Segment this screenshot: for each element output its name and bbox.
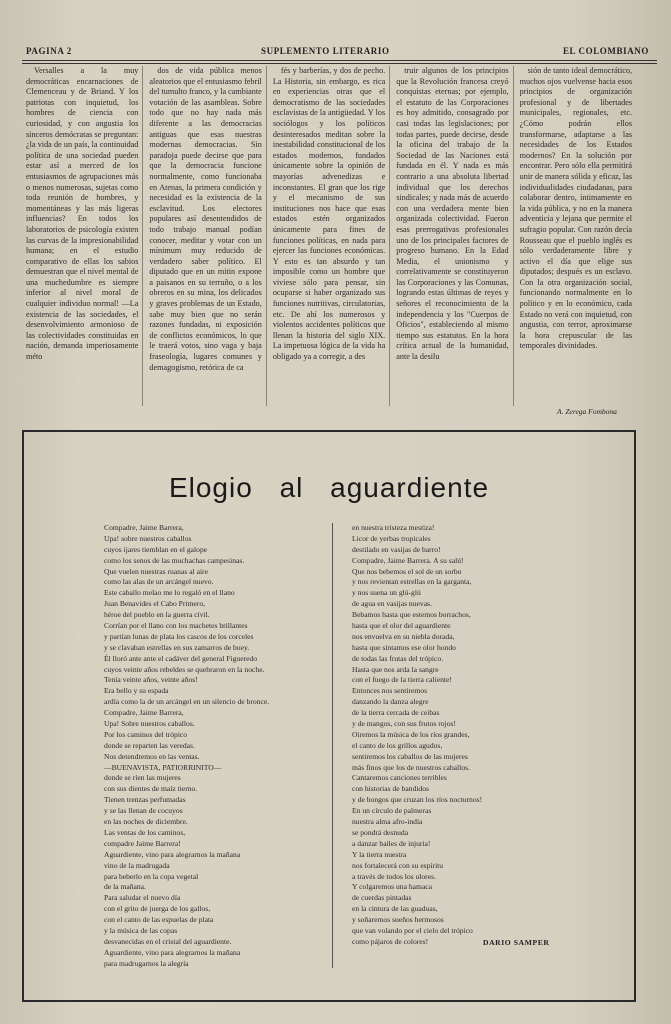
page-header xyxy=(26,44,649,60)
poem-line: de la mañana. xyxy=(104,882,146,892)
poem-line: Y colgaremos una hamaca xyxy=(352,882,433,892)
poem-line: el canto de los grillos agudos, xyxy=(352,740,443,750)
poem-line: Juan Benavides el Cabo Primero, xyxy=(104,599,206,609)
poem-line: Las ventas de los caminos, xyxy=(104,827,186,837)
poem-line: más finos que los de nuestros caballos. xyxy=(352,762,470,772)
article-text: dos de vida pública menos aleatorios que el entusiasmo febril del tumulto franco, y la cambiante votación de las asambleas. Sobre todo que no hay nada más diferente a las democracias antiguas que esas nuestras modernas democracias. Sin paradoja puede decirse que para que la democracia funcione normalmente, como funcionaba en Atenas, la primera condición y necesidad es la existencia de la esclavitud. Los electores populares así desentendidos de todo trabajo manual podían conocer, meditar y votar con un mínimum muy reducido de verdadero saber político. El diputado que en un mitin expone a paisanos en su terruño, o a los obreros en su mina, los delicados y graves problemas de un Estado, sabe muy bien que no serán razones fundadas, ni exposición de conflictos económicos, lo que le traerá votos, sino vaga y baja fraseología, lugares comunes y demagogismo, retórica de ca xyxy=(149,66,262,372)
poem-line: nos envuelva en su niebla dorada, xyxy=(352,631,455,641)
poem-line: en la cintura de las guaduas, xyxy=(352,904,438,914)
poem-title: Elogio al aguardiente xyxy=(168,472,490,503)
poem-line: danzando la danza alegre xyxy=(352,697,429,707)
poem-divider xyxy=(332,523,333,968)
article-column-5 xyxy=(520,66,636,406)
poem-line: de todas las frutas del trópico. xyxy=(352,653,444,663)
poem-line: como las alas de un arcángel nuevo. xyxy=(104,577,214,587)
poem-line: como los senos de las muchachas campesinas. xyxy=(104,555,245,565)
poem-line: en nuestra tristeza mestiza! xyxy=(352,523,435,532)
article-column-2 xyxy=(149,66,266,406)
poem-line: de cuerdas pintadas xyxy=(352,893,412,903)
article-author: A. Zerega Fombona xyxy=(557,407,617,416)
poem-line: con el canto de las espuelas de plata xyxy=(104,915,214,925)
poem-line: sentiremos los caballos de las mujeres xyxy=(352,751,468,761)
poem-line: Corrían por el llano con los machetes brillantes xyxy=(104,621,248,631)
poem-line: cuyos veinte años rebeldes se quebraron en la noche. xyxy=(104,664,265,674)
article-columns xyxy=(26,66,636,406)
poem-line: Upa! Sobre nuestros caballos. xyxy=(104,719,195,729)
poem-line: y nos suena un glú-glú xyxy=(352,588,421,598)
poem-line: compadre Jaime Barrera! xyxy=(104,838,181,848)
poem-line: para madrugarnos la alegría xyxy=(104,958,189,968)
page-number: PAGINA 2 xyxy=(26,46,72,56)
poem-line: a través de todos los ulores. xyxy=(352,871,436,881)
poem-line: Que vuelen nuestras ruanas al aire xyxy=(104,566,208,576)
poem-author: DARIO SAMPER xyxy=(483,938,550,947)
poem-line: En un círculo de palmeras xyxy=(352,806,432,816)
poem-line: y se las llenan de cocuyos xyxy=(104,806,183,816)
poem-line: en las noches de diciembre. xyxy=(104,817,188,827)
poem-line: ardía como la de un arcángel en un silencio de bronce. xyxy=(104,697,270,707)
poem-line: y nos revientan estrellas en la garganta, xyxy=(352,577,472,587)
article-column-1 xyxy=(26,66,143,406)
poem-line: de la tierra cercada de ceibas xyxy=(352,708,440,718)
poem-line: cuyos ijares tiemblan en el galope xyxy=(104,544,208,554)
poem-line: hasta que sintamos ese olor hondo xyxy=(352,642,456,652)
poem-line: Bebamos hasta que estemos borrachos, xyxy=(352,610,471,620)
poem-line: Aguardiente, vino para alegrarnos la mañana xyxy=(104,947,241,957)
poem-line: y de bongos que cruzan los ríos nocturnos! xyxy=(352,795,483,805)
article-text: Versalles a la muy democráticas encarnaciones de Clemenceau y de Briand. Y los patriotas con inquietud, los hombres de ciencia con curiosidad, y con angustia los sinceros demócratas se preguntan: ¿la vida de un país, la continuidad política de una sociedad pueden estar así a merced de los entusiasmos de agrupaciones más o menos numerosas, sujetas como toda reunión de hombres, y momentáneas y las más ligeras influencias? En todos los laboratorios de psicología existen las curvas de la impresionabilidad humana; en el estudio comparativo de ellas los sabios demuestran que el nivel mental de una muchedumbre es siempre inferior al nivel moral de cualquier individuo normal! —La existencia de las sociedades, el desenvolvimiento armonioso de las colectividades constituidas en nación, demanda imperiosamente méto xyxy=(26,66,139,362)
poem-line: destilado en vasijas de barro! xyxy=(352,544,441,554)
poem-line: Él lloró ante ante el cadáver del general Figueredo xyxy=(104,653,258,663)
poem-line: Para saludar el nuevo día xyxy=(104,893,181,903)
poem-line: —BUENAVISTA, PATIORRINITO— xyxy=(104,762,222,772)
poem-line: hasta que el olor del aguardiente xyxy=(352,621,451,631)
poem-line: Tienen trenzas perfumadas xyxy=(104,795,186,805)
header-rule-secondary xyxy=(22,63,657,64)
poem-line: y de mangos, con sus frutos rojos! xyxy=(352,719,456,729)
poem-line: Oiremos la música de los ríos grandes, xyxy=(352,729,470,739)
poem-line: vino de la madrugada xyxy=(104,860,170,870)
poem-line: Hasta que nos arda la sangre xyxy=(352,664,439,674)
poem-box xyxy=(22,430,636,1002)
article-column-3 xyxy=(273,66,390,406)
poem-line: héroe del pueblo en la guerra civil. xyxy=(104,610,210,620)
poem-line: y soñaremos sueños hermosos xyxy=(352,915,444,925)
poem-line: Que nos bebemos el sol de un sorbo xyxy=(352,566,462,576)
poem-line: y se clavaban estrellas en sus zamarros de buey. xyxy=(104,642,250,652)
poem-line: para beberlo en la copa vegetal xyxy=(104,871,199,881)
poem-line: Upa! sobre nuestros caballos xyxy=(104,533,192,543)
poem-line: se pondrá desnuda xyxy=(352,827,409,837)
poem-line: con el fuego de la tierra caliente! xyxy=(352,675,452,685)
poem-line: como pájaros de colores! xyxy=(352,936,429,946)
poem-line: donde se ríen las mujeres xyxy=(104,773,181,783)
poem-line: Por los caminos del trópico xyxy=(104,729,188,739)
poem-line: Compadre, Jaime Barrera. A su salú! xyxy=(352,555,464,565)
poem-line: nuestra alma afro-india xyxy=(352,817,423,827)
poem-line: Tenía veinte años, veinte años! xyxy=(104,675,198,685)
poem-line: que van volando por el cielo del trópico xyxy=(352,925,473,935)
article-column-4 xyxy=(396,66,513,406)
poem-line: Era bello y su espada xyxy=(104,686,169,696)
poem-line: a danzar bailes de injuria! xyxy=(352,838,431,848)
poem-line: Licor de yerbas tropicales xyxy=(352,533,431,543)
poem-line: de agua en vasijas nuevas. xyxy=(352,599,432,609)
poem-line: Aguardiente, vino para alegrarnos la mañana xyxy=(104,849,241,859)
poem-line: desvanecidas en el cristal del aguardiente. xyxy=(104,936,232,946)
poem-line: y partían lunas de plata los cascos de los corceles xyxy=(104,631,254,641)
poem-line: Cantaremos canciones terribles xyxy=(352,773,447,783)
poem-line: Entonces nos sentiremos xyxy=(352,686,428,696)
section-title: SUPLEMENTO LITERARIO xyxy=(261,46,390,56)
poem-line: y la música de las copas xyxy=(104,925,178,935)
poem-column-right xyxy=(352,523,482,948)
poem-line: Compadre, Jaime Barrera, xyxy=(104,523,184,532)
article-text: sión de tanto ideal democrático, muchos ojos vuelvense hacia esos principios de organización profesional y de libertades municipales, regionales, etc. ¿Cómo podrán ellos transformarse, adaptarse a las necesidades de los Estados modernos? En la solución por encontrar. Pero sólo ella permitirá unir de manera sólida y eficaz, las individualidades ciudadanas, para colaborar dentro, íntimamente en la vida pública, y no en la manera adventicia y lejana que permite el sufragio popular. Con razón decía Rousseau que el pueblo inglés es sólo verdaderamente libre y activo el día que elige sus diputados; después es un esclavo. Con la otra organización social, funcionando normalmente en lo político y en lo económico, cada Estado no verá con inquietud, con angustia, con terror, aproximarse la hora crepuscular de las temporales divinidades. xyxy=(519,66,633,351)
poem-line: Y la tierra nuestra xyxy=(352,849,407,859)
poem-line: Compadre, Jaime Barrera, xyxy=(104,708,184,718)
header-rule xyxy=(22,60,657,61)
article-text: truir algunos de los principios que la Revolución francesa creyó conquistas eternas; por ejemplo, el estatuto de las Corporaciones es hoy admitido, consagrado por casi todas las legislaciones; por todas partes, puede decirse, desde la oficina del trabajo de la Sociedad de las Naciones está fundada en él. Y nada es más contrario a una absoluta libertad individual que los derechos sindicales; y nada más de acuerdo con una verdadera mente bien organizada colectividad. Fueron esas prerrogativas profesionales uno de los principales factores de progreso humano. En la Edad Media, el unionismo y correlativamente se constituyeron las Corporaciones y las Comunas, logrando estas últimas de reyes y señores el reconocimiento de la independencia y los "Cuerpos de Oficios", estableciendo al mismo tiempo sus estatutos. En la hora crítica actual de la humanidad, ante la desilu xyxy=(396,66,509,362)
article-text: fés y barberías, y dos de pecho. La Historia, sin embargo, es rica en experiencias otras que el democratismo de las sociedades esclavistas de la antigüedad. Y los sociólogos y los políticos desinteresados meditan sobre la inestabilidad constitucional de los estados modernos, fundados únicamente sobre la opinión de mayorías advenedizas e inconstantes. El gran que los rige y el mecanismo de sus instituciones nos hace que esas estados estén organizados únicamente para fines de funciones políticas, en nada para ejercer las funciones económicas. Y esto es tan absurdo y tan imposible como un hombre que viviese sólo para pensar, sin ocuparse si haber organizado sus funciones nutritivas, circulatorias, etc. De ahí los numerosos y violentos accidentes políticos que llenan la historia del siglo XIX. La impetuosa lógica de la vida ha obligado ya a corregir, a des xyxy=(272,66,386,362)
poem-line: nos fortalecerá con su espíritu xyxy=(352,860,444,870)
poem-line: con historias de bandidos xyxy=(352,784,429,794)
poem-line: donde se reparten las veredas. xyxy=(104,740,195,750)
poem-column-left xyxy=(104,523,269,970)
poem-line: Nos detendremos en las ventas. xyxy=(104,751,200,761)
poem-line: Este caballo melao me lo regaló en el llano xyxy=(104,588,235,598)
newspaper-name: EL COLOMBIANO xyxy=(562,46,649,56)
poem-line: con el grito de juerga de los gallos, xyxy=(104,904,211,914)
poem-line: con sus dientes de maíz tierno. xyxy=(104,784,198,794)
